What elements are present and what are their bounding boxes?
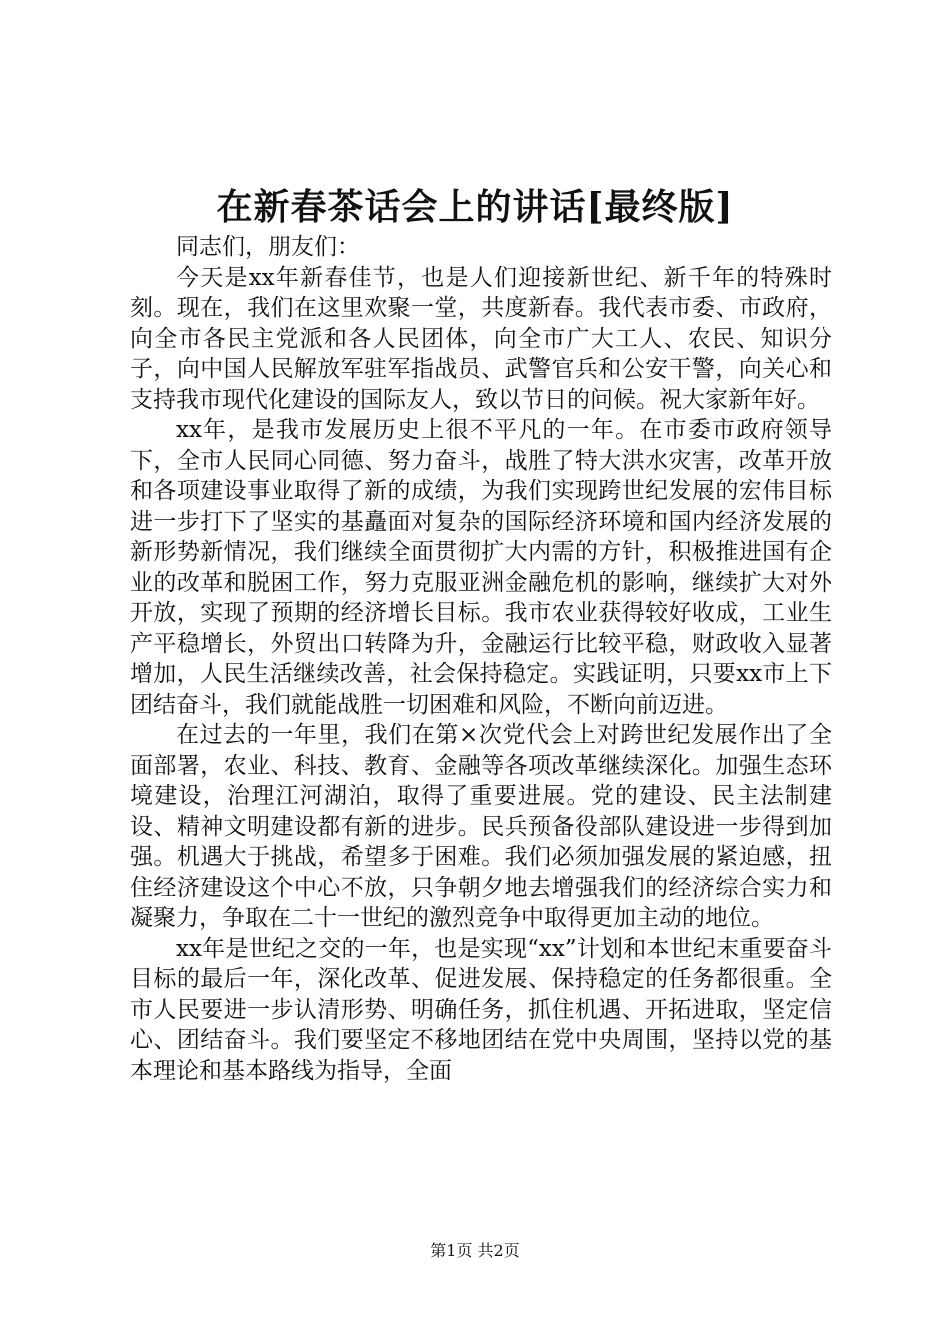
page-number: 第1页 共2页	[430, 1241, 520, 1260]
greeting: 同志们，朋友们：	[176, 234, 360, 260]
paragraph-1: 今天是xx年新春佳节，也是人们迎接新世纪、新千年的特殊时刻。现在，我们在这里欢聚一堂，共度新春。我代表市委、市政府，向全市各民主党派和各人民团体，向全市广大工人、农民、知识分子，向中国人民解放军驻军指战员、武警官兵和公安干警，向关心和支持我市现代化建设的国际友人，致以节日的问候。祝大家新年好。	[130, 264, 832, 413]
document-title: 在新春茶话会上的讲话[最终版]	[216, 186, 734, 228]
document-body	[130, 232, 832, 1086]
paragraph-4: xx年是世纪之交的一年，也是实现“xx”计划和本世纪末重要奋斗目标的最后一年，深化改革、促进发展、保持稳定的任务都很重。全市人民要进一步认清形势、明确任务，抓住机遇、开拓进取，坚定信心、团结奋斗。我们要坚定不移地团结在党中央周围，坚持以党的基本理论和基本路线为指导，全面	[130, 935, 832, 1084]
paragraph-2: xx年，是我市发展历史上很不平凡的一年。在市委市政府领导下，全市人民同心同德、努力奋斗，战胜了特大洪水灾害，改革开放和各项建设事业取得了新的成绩，为我们实现跨世纪发展的宏伟目标进一步打下了坚实的基矗面对复杂的国际经济环境和国内经济发展的新形势新情况，我们继续全面贯彻扩大内需的方针，积极推进国有企业的改革和脱困工作，努力克服亚洲金融危机的影响，继续扩大对外开放，实现了预期的经济增长目标。我市农业获得较好收成，工业生产平稳增长，外贸出口转降为升，金融运行比较平稳，财政收入显著增加，人民生活继续改善，社会保持稳定。实践证明，只要xx市上下团结奋斗，我们就能战胜一切困难和风险，不断向前迈进。	[130, 417, 832, 718]
paragraph-3: 在过去的一年里，我们在第×次党代会上对跨世纪发展作出了全面部署，农业、科技、教育、金融等各项改革继续深化。加强生态环境建设，治理江河湖泊，取得了重要进展。党的建设、民主法制建设、精神文明建设都有新的进步。民兵预备役部队建设进一步得到加强。机遇大于挑战，希望多于困难。我们必须加强发展的紧迫感，扭住经济建设这个中心不放，只争朝夕地去增强我们的经济综合实力和凝聚力，争取在二十一世纪的激烈竞争中取得更加主动的地位。	[130, 722, 832, 931]
